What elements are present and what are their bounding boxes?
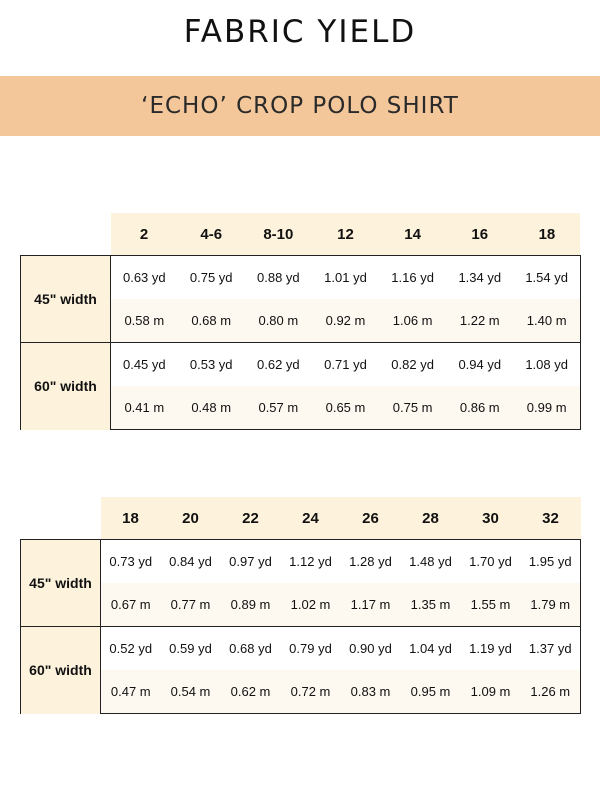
meterage-cell: 1.26 m bbox=[521, 670, 581, 714]
size-header: 14 bbox=[379, 213, 446, 256]
yardage-cell: 0.97 yd bbox=[221, 540, 281, 584]
yardage-cell: 0.71 yd bbox=[312, 343, 379, 387]
meterage-cell: 0.92 m bbox=[312, 299, 379, 343]
yardage-cell: 0.75 yd bbox=[178, 256, 245, 300]
meterage-cell: 0.65 m bbox=[312, 386, 379, 430]
yardage-cell: 0.84 yd bbox=[161, 540, 221, 584]
meterage-cell: 1.55 m bbox=[461, 583, 521, 627]
meterage-cell: 1.22 m bbox=[446, 299, 513, 343]
size-header: 18 bbox=[101, 497, 161, 540]
size-header: 18 bbox=[513, 213, 580, 256]
yardage-row bbox=[21, 343, 581, 387]
yield-table-small-sizes bbox=[20, 213, 581, 430]
meterage-cell: 0.41 m bbox=[111, 386, 178, 430]
yardage-cell: 0.88 yd bbox=[245, 256, 312, 300]
yardage-cell: 1.08 yd bbox=[513, 343, 580, 387]
yardage-row bbox=[21, 256, 581, 300]
subtitle: ‘ECHO’ CROP POLO SHIRT bbox=[141, 93, 459, 119]
yardage-cell: 1.34 yd bbox=[446, 256, 513, 300]
yardage-cell: 1.19 yd bbox=[461, 627, 521, 671]
size-header: 20 bbox=[161, 497, 221, 540]
size-header: 16 bbox=[446, 213, 513, 256]
yardage-cell: 0.79 yd bbox=[281, 627, 341, 671]
meterage-cell: 0.72 m bbox=[281, 670, 341, 714]
size-header: 30 bbox=[461, 497, 521, 540]
meterage-cell: 0.57 m bbox=[245, 386, 312, 430]
meterage-cell: 0.99 m bbox=[513, 386, 580, 430]
meterage-cell: 0.67 m bbox=[101, 583, 161, 627]
yardage-cell: 0.73 yd bbox=[101, 540, 161, 584]
yardage-cell: 1.01 yd bbox=[312, 256, 379, 300]
fabric-width-label: 60" width bbox=[21, 627, 101, 714]
yardage-row bbox=[21, 540, 581, 584]
yardage-cell: 0.82 yd bbox=[379, 343, 446, 387]
yardage-cell: 1.70 yd bbox=[461, 540, 521, 584]
size-header: 28 bbox=[401, 497, 461, 540]
yardage-cell: 0.52 yd bbox=[101, 627, 161, 671]
meterage-cell: 0.89 m bbox=[221, 583, 281, 627]
fabric-width-label: 45" width bbox=[21, 540, 101, 627]
size-header: 24 bbox=[281, 497, 341, 540]
meterage-cell: 1.79 m bbox=[521, 583, 581, 627]
yardage-cell: 0.45 yd bbox=[111, 343, 178, 387]
meterage-cell: 0.48 m bbox=[178, 386, 245, 430]
meterage-cell: 1.06 m bbox=[379, 299, 446, 343]
meterage-cell: 1.17 m bbox=[341, 583, 401, 627]
size-header: 8-10 bbox=[245, 213, 312, 256]
yardage-cell: 0.94 yd bbox=[446, 343, 513, 387]
size-header: 12 bbox=[312, 213, 379, 256]
yardage-cell: 0.62 yd bbox=[245, 343, 312, 387]
size-header: 22 bbox=[221, 497, 281, 540]
yield-table-large-sizes bbox=[20, 497, 581, 714]
meterage-cell: 0.68 m bbox=[178, 299, 245, 343]
header-corner bbox=[21, 213, 111, 256]
meterage-cell: 1.09 m bbox=[461, 670, 521, 714]
meterage-row bbox=[21, 670, 581, 714]
size-header: 26 bbox=[341, 497, 401, 540]
yardage-cell: 1.54 yd bbox=[513, 256, 580, 300]
meterage-cell: 0.58 m bbox=[111, 299, 178, 343]
yardage-cell: 1.95 yd bbox=[521, 540, 581, 584]
yardage-row bbox=[21, 627, 581, 671]
yardage-cell: 0.90 yd bbox=[341, 627, 401, 671]
meterage-cell: 0.47 m bbox=[101, 670, 161, 714]
yardage-cell: 0.68 yd bbox=[221, 627, 281, 671]
meterage-cell: 0.86 m bbox=[446, 386, 513, 430]
subtitle-banner bbox=[0, 76, 600, 136]
page-title: FABRIC YIELD bbox=[183, 14, 417, 50]
yardage-cell: 0.53 yd bbox=[178, 343, 245, 387]
size-header-row bbox=[21, 497, 581, 540]
size-header: 4-6 bbox=[178, 213, 245, 256]
meterage-cell: 1.35 m bbox=[401, 583, 461, 627]
size-header-row bbox=[21, 213, 581, 256]
yardage-cell: 1.48 yd bbox=[401, 540, 461, 584]
meterage-cell: 0.83 m bbox=[341, 670, 401, 714]
meterage-cell: 1.40 m bbox=[513, 299, 580, 343]
yardage-cell: 1.28 yd bbox=[341, 540, 401, 584]
meterage-cell: 0.62 m bbox=[221, 670, 281, 714]
yardage-cell: 1.16 yd bbox=[379, 256, 446, 300]
yardage-cell: 0.59 yd bbox=[161, 627, 221, 671]
meterage-cell: 0.77 m bbox=[161, 583, 221, 627]
size-header: 2 bbox=[111, 213, 178, 256]
meterage-row bbox=[21, 583, 581, 627]
yardage-cell: 1.37 yd bbox=[521, 627, 581, 671]
meterage-cell: 1.02 m bbox=[281, 583, 341, 627]
yardage-cell: 1.04 yd bbox=[401, 627, 461, 671]
fabric-width-label: 60" width bbox=[21, 343, 111, 430]
fabric-width-label: 45" width bbox=[21, 256, 111, 343]
meterage-cell: 0.95 m bbox=[401, 670, 461, 714]
yardage-cell: 0.63 yd bbox=[111, 256, 178, 300]
yardage-cell: 1.12 yd bbox=[281, 540, 341, 584]
meterage-cell: 0.54 m bbox=[161, 670, 221, 714]
size-header: 32 bbox=[521, 497, 581, 540]
meterage-cell: 0.75 m bbox=[379, 386, 446, 430]
meterage-cell: 0.80 m bbox=[245, 299, 312, 343]
header-corner bbox=[21, 497, 101, 540]
